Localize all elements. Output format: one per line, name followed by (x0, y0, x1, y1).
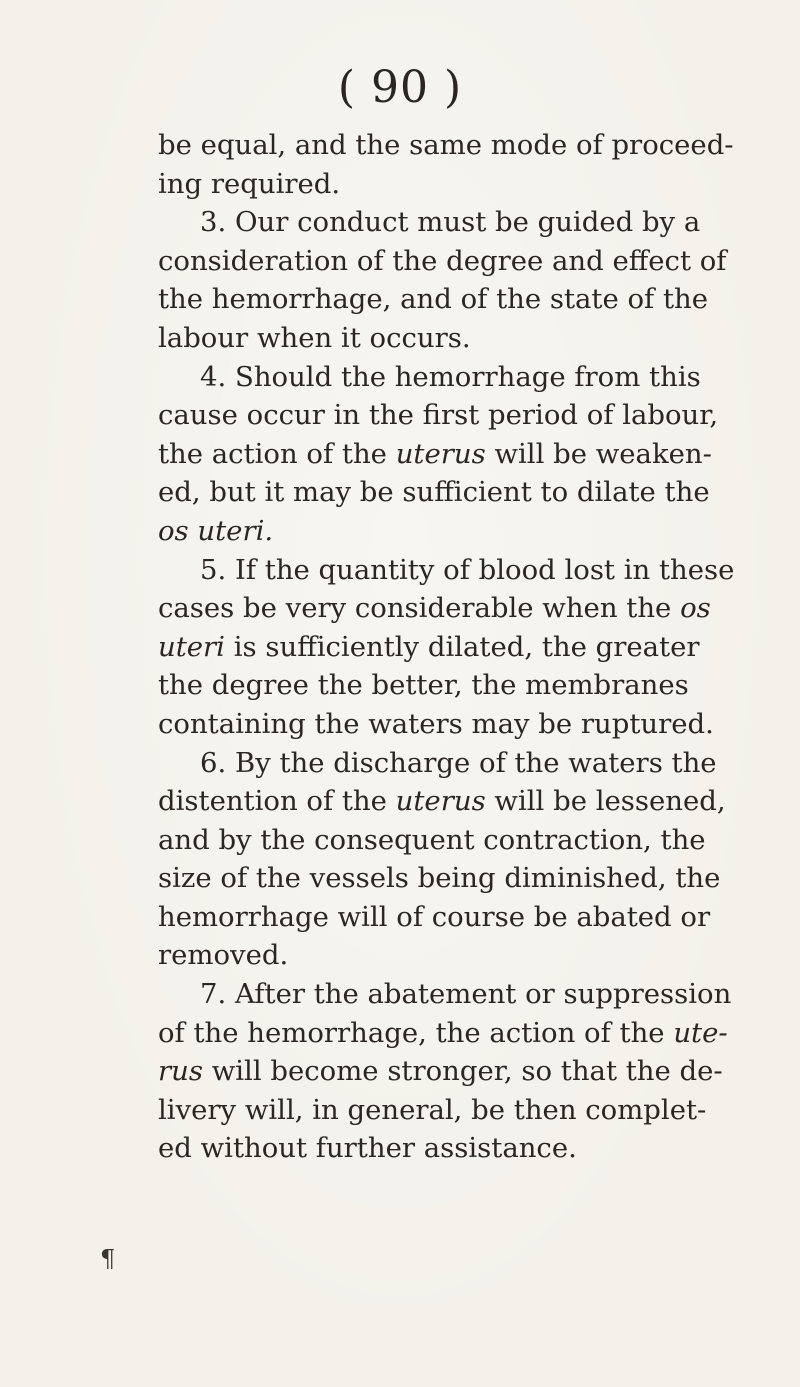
text-line (158, 1052, 723, 1091)
text-line (158, 319, 653, 358)
italic-term: os (680, 592, 711, 625)
text-segment: and by the consequent contraction, the (158, 823, 706, 856)
text-segment: ed without further assistance. (158, 1132, 577, 1165)
text-line (158, 512, 653, 551)
text-segment: will be lessened, (485, 785, 726, 818)
text-segment: labour when it occurs. (158, 321, 471, 354)
text-segment: cases be very considerable when the (158, 592, 681, 625)
text-segment: the action of the (158, 437, 396, 470)
text-line (158, 126, 734, 165)
text-line (158, 280, 708, 319)
text-line (158, 396, 719, 435)
body-text (158, 126, 735, 1168)
text-segment: hemorrhage will of course be abated or (158, 900, 711, 933)
text-line (158, 859, 721, 898)
text-line (158, 1091, 707, 1130)
text-line (158, 975, 732, 1014)
text-segment: will be weaken- (485, 437, 712, 470)
text-line (158, 1129, 653, 1168)
text-segment: 5. If the quantity of blood lost in these (200, 553, 735, 586)
text-segment: 7. After the abatement or suppression (200, 978, 732, 1011)
text-line (158, 203, 701, 242)
text-segment: of the hemorrhage, the action of the (158, 1016, 674, 1049)
page-number: ( 90 ) (337, 62, 463, 113)
text-segment: the degree the better, the membranes (158, 669, 689, 702)
text-line (158, 898, 711, 937)
italic-term: os uteri. (158, 514, 274, 547)
text-line (158, 628, 700, 667)
text-segment: removed. (158, 939, 289, 972)
italic-term: rus (158, 1055, 203, 1088)
text-segment: the hemorrhage, and of the state of the (158, 283, 708, 316)
text-line (158, 705, 714, 744)
text-segment: 3. Our conduct must be guided by a (200, 206, 701, 239)
text-segment: containing the waters may be ruptured. (158, 707, 714, 740)
italic-term: uterus (395, 785, 486, 818)
italic-term: uterus (395, 437, 486, 470)
text-segment: livery will, in general, be then complet- (158, 1093, 707, 1126)
text-segment: ed, but it may be sufficient to dilate the (158, 476, 710, 509)
text-line (158, 242, 727, 281)
text-segment: cause occur in the first period of labour, (158, 399, 719, 432)
text-line (158, 435, 712, 474)
text-segment: be equal, and the same mode of proceed- (158, 129, 734, 161)
italic-term: ute- (673, 1016, 728, 1049)
text-line (158, 744, 717, 783)
italic-term: uteri (158, 630, 225, 663)
text-segment: 6. By the discharge of the waters the (200, 746, 717, 779)
text-segment: ing required. (158, 167, 341, 200)
text-segment: 4. Should the hemorrhage from this (200, 360, 701, 393)
text-line (158, 165, 653, 204)
text-segment: is sufficiently dilated, the greater (224, 630, 700, 663)
text-segment: consideration of the degree and effect of (158, 244, 727, 277)
text-line (158, 358, 701, 397)
text-segment: distention of the (158, 785, 396, 818)
stray-ink-mark: ¶ (100, 1245, 116, 1273)
text-line (158, 821, 706, 860)
text-line (158, 666, 689, 705)
text-segment: will become stronger, so that the de- (202, 1055, 723, 1088)
text-line (158, 589, 711, 628)
text-line (158, 1014, 728, 1053)
text-line (158, 551, 735, 590)
text-line (158, 473, 710, 512)
text-segment: size of the vessels being diminished, the (158, 862, 721, 895)
text-line (158, 936, 653, 975)
text-line (158, 782, 726, 821)
